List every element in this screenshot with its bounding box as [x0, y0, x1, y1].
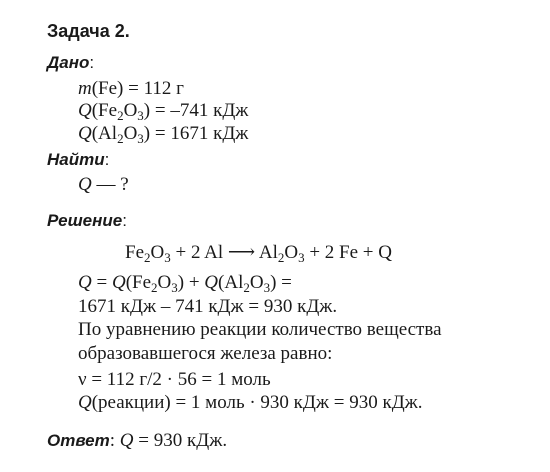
- formula-part: =: [91, 272, 112, 293]
- formula-part: (Fe: [125, 272, 152, 293]
- given-colon: :: [89, 53, 95, 72]
- formula-part: O: [150, 242, 165, 263]
- mass-variable: m: [78, 78, 92, 99]
- subscript: 2: [117, 108, 124, 123]
- find-colon: :: [104, 150, 110, 169]
- answer-line: [47, 431, 227, 450]
- given-heading: [47, 54, 94, 71]
- formula-part: O: [123, 123, 138, 144]
- mass-value: (Fe) = 112 г: [91, 78, 184, 99]
- solution-line-2: 1671 кДж – 741 кДж = 930 кДж.: [78, 296, 338, 317]
- subscript: 2: [243, 280, 250, 295]
- find-line: [78, 175, 129, 194]
- subscript: 2: [144, 250, 151, 265]
- answer-heading: Ответ: [47, 431, 110, 450]
- formula-part: ) +: [177, 272, 205, 293]
- solution-heading-text: Решение: [47, 211, 123, 230]
- given-q-fe2o3-line: [78, 100, 249, 123]
- subscript: 3: [164, 250, 171, 265]
- formula-part: (Al: [91, 123, 118, 144]
- formula-part: ) = –741 кДж: [143, 100, 249, 121]
- q-variable: Q: [111, 272, 126, 293]
- solution-line-4: образовавшегося железа равно:: [78, 343, 333, 364]
- formula-part: (реакции) = 1 моль · 930 кДж = 930 кДж.: [91, 392, 423, 413]
- solution-colon: :: [122, 211, 127, 230]
- given-heading-text: Дано: [47, 53, 90, 72]
- formula-part: O: [284, 242, 299, 263]
- given-q-al2o3-line: [78, 123, 249, 146]
- subscript: 3: [137, 108, 144, 123]
- solution-line-3: По уравнению реакции количество вещества: [78, 319, 442, 340]
- formula-part: O: [123, 100, 138, 121]
- find-heading: [47, 151, 109, 168]
- q-variable: Q: [119, 430, 134, 451]
- subscript: 2: [151, 280, 158, 295]
- given-mass-line: [78, 79, 184, 98]
- subscript: 3: [171, 280, 178, 295]
- formula-part: O: [249, 272, 264, 293]
- formula-part: + 2 Al ⟶ Al: [170, 242, 278, 263]
- formula-part: + 2 Fe + Q: [304, 242, 392, 263]
- q-variable: Q: [78, 123, 92, 144]
- q-variable: Q: [204, 272, 219, 293]
- reaction-equation: [125, 242, 392, 265]
- formula-part: (Al: [218, 272, 244, 293]
- solution-line-5: ν = 112 г/2 · 56 = 1 моль: [78, 369, 271, 390]
- q-variable: Q: [78, 392, 92, 413]
- q-variable: Q: [78, 100, 92, 121]
- solution-line-1: [78, 272, 292, 295]
- subscript: 3: [263, 280, 271, 295]
- find-heading-text: Найти: [47, 150, 105, 169]
- formula-part: O: [157, 272, 172, 293]
- formula-part: ) = 1671 кДж: [143, 123, 249, 144]
- find-unknown: — ?: [91, 174, 129, 195]
- subscript: 2: [117, 131, 124, 146]
- formula-part: (Fe: [91, 100, 118, 121]
- solution-heading: [47, 212, 127, 229]
- subscript: 2: [277, 250, 285, 265]
- subscript: 3: [298, 250, 305, 265]
- subscript: 3: [137, 131, 144, 146]
- formula-part: Fe: [125, 242, 144, 263]
- q-variable: Q: [78, 174, 92, 195]
- solution-line-6: [78, 393, 423, 412]
- formula-part: ) =: [270, 272, 292, 293]
- answer-value: = 930 кДж.: [133, 430, 228, 451]
- answer-colon: :: [109, 430, 120, 451]
- q-variable: Q: [78, 272, 92, 293]
- task-title: Задача 2.: [47, 21, 130, 41]
